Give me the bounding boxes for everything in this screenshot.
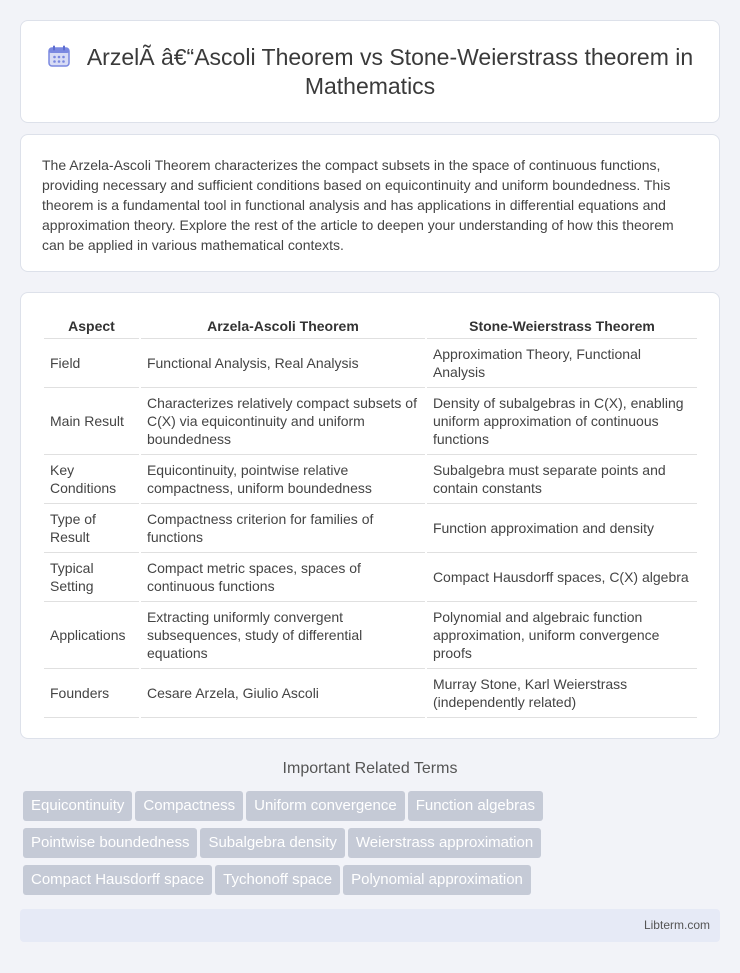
header-stone-weierstrass: Stone-Weierstrass Theorem — [427, 313, 697, 339]
row-aspect: Field — [44, 339, 139, 388]
tag-row — [23, 828, 623, 865]
row-arzela-value: Functional Analysis, Real Analysis — [141, 339, 425, 388]
page-title-container — [21, 43, 719, 101]
row-stone-value: Function approximation and density — [427, 504, 697, 553]
header-card — [20, 20, 720, 123]
calendar-icon — [47, 44, 71, 68]
row-aspect: Main Result — [44, 388, 139, 455]
intro-card — [20, 134, 720, 272]
tag-polynomial-approximation[interactable]: Polynomial approximation — [343, 865, 531, 895]
header-aspect: Aspect — [44, 313, 139, 339]
header-arzela-ascoli: Arzela-Ascoli Theorem — [141, 313, 425, 339]
row-arzela-value: Compact metric spaces, spaces of continuous functions — [141, 553, 425, 602]
tag-weierstrass-approximation[interactable]: Weierstrass approximation — [348, 828, 541, 858]
row-arzela-value: Equicontinuity, pointwise relative compactness, uniform boundedness — [141, 455, 425, 504]
row-aspect: Key Conditions — [44, 455, 139, 504]
tag-pointwise-boundedness[interactable]: Pointwise boundedness — [23, 828, 197, 858]
row-stone-value: Polynomial and algebraic function approximation, uniform convergence proofs — [427, 602, 697, 669]
row-stone-value: Density of subalgebras in C(X), enabling uniform approximation of continuous functions — [427, 388, 697, 455]
tag-row — [23, 865, 623, 902]
table-header-row — [44, 313, 697, 339]
row-arzela-value: Compactness criterion for families of functions — [141, 504, 425, 553]
intro-paragraph: The Arzela-Ascoli Theorem characterizes the compact subsets in the space of continuous functions, providing necessary and sufficient conditions based on equicontinuity and uniform boundedness. This theorem is a fundamental tool in functional analysis and has applications in differential equations and approximation theory. Explore the rest of the article to deepen your understanding of how this theorem can be applied in various mathematical contexts. — [42, 157, 674, 253]
tag-tychonoff-space[interactable]: Tychonoff space — [215, 865, 340, 895]
row-arzela-value: Cesare Arzela, Giulio Ascoli — [141, 669, 425, 718]
row-stone-value: Approximation Theory, Functional Analysis — [427, 339, 697, 388]
footer — [20, 909, 720, 942]
row-arzela-value: Extracting uniformly convergent subsequences, study of differential equations — [141, 602, 425, 669]
row-stone-value: Subalgebra must separate points and contain constants — [427, 455, 697, 504]
table-row — [44, 553, 697, 602]
tag-equicontinuity[interactable]: Equicontinuity — [23, 791, 132, 821]
tag-compact-hausdorff-space[interactable]: Compact Hausdorff space — [23, 865, 212, 895]
row-aspect: Typical Setting — [44, 553, 139, 602]
row-aspect: Applications — [44, 602, 139, 669]
tag-subalgebra-density[interactable]: Subalgebra density — [200, 828, 344, 858]
table-row — [44, 339, 697, 388]
tag-row — [23, 791, 623, 828]
comparison-table — [42, 313, 699, 718]
table-row — [44, 602, 697, 669]
comparison-card — [20, 292, 720, 739]
table-row — [44, 455, 697, 504]
related-terms-tags — [23, 791, 623, 902]
tag-uniform-convergence[interactable]: Uniform convergence — [246, 791, 405, 821]
page-title: ArzelÃ â€“Ascoli Theorem vs Stone-Weierstrass theorem in Mathematics — [86, 44, 694, 99]
related-terms-title: Important Related Terms — [282, 760, 458, 777]
row-stone-value: Murray Stone, Karl Weierstrass (independently related) — [427, 669, 697, 718]
table-row — [44, 388, 697, 455]
tag-compactness[interactable]: Compactness — [135, 791, 243, 821]
tag-function-algebras[interactable]: Function algebras — [408, 791, 543, 821]
footer-site-link[interactable]: Libterm.com — [643, 918, 710, 932]
row-aspect: Founders — [44, 669, 139, 718]
row-stone-value: Compact Hausdorff spaces, C(X) algebra — [427, 553, 697, 602]
row-arzela-value: Characterizes relatively compact subsets of C(X) via equicontinuity and uniform boundedness — [141, 388, 425, 455]
row-aspect: Type of Result — [44, 504, 139, 553]
table-row — [44, 504, 697, 553]
table-row — [44, 669, 697, 718]
